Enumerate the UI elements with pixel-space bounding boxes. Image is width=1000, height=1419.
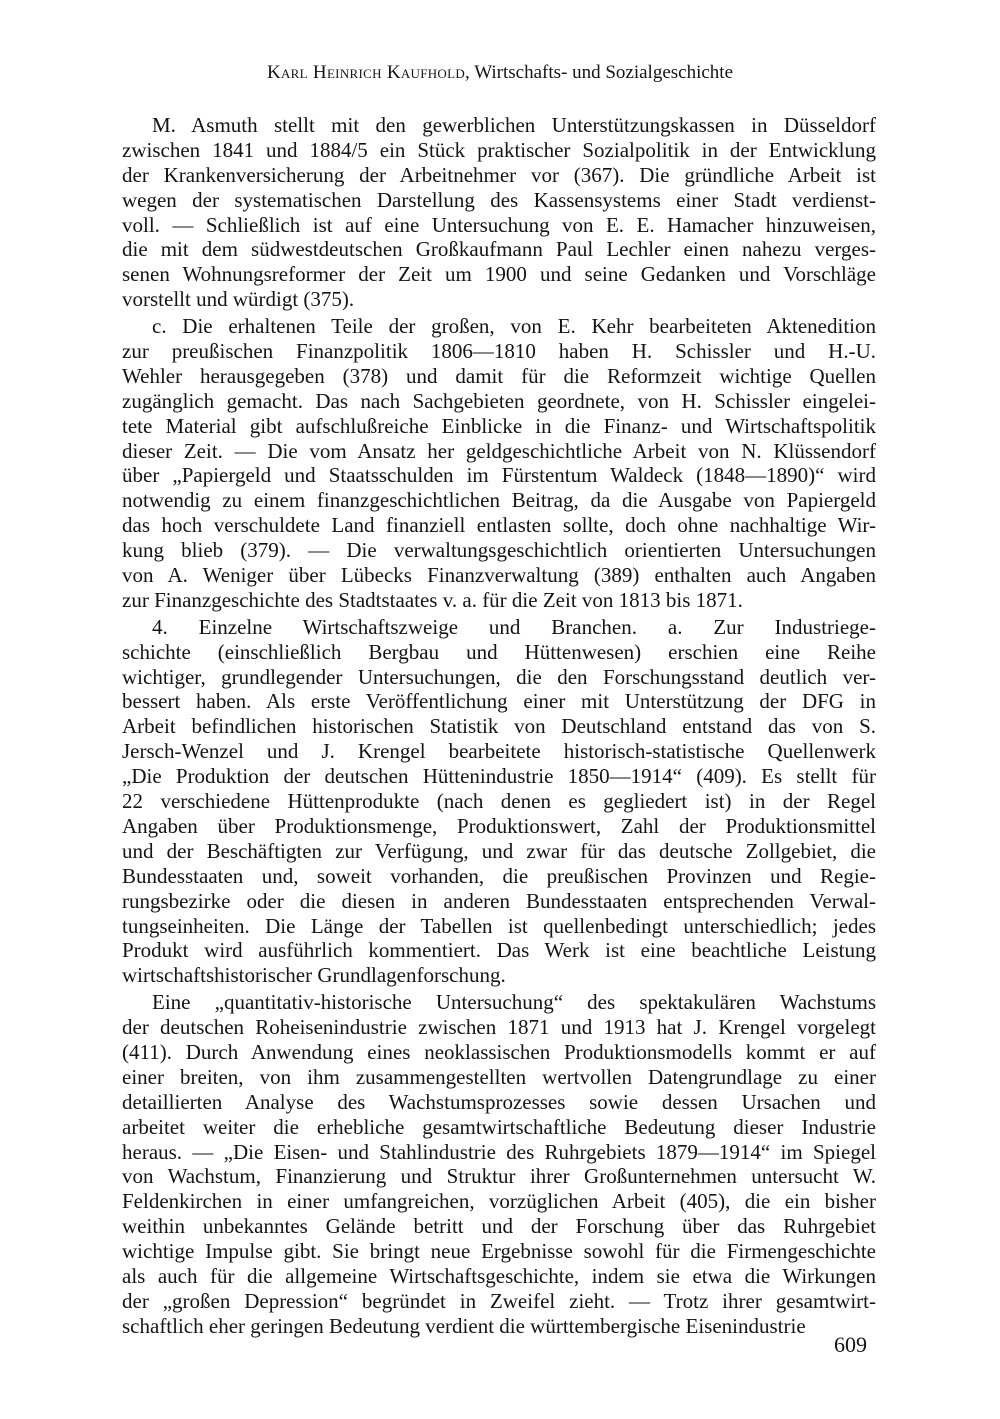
text-line: (411). Durch Anwendung eines neoklassischen Produktionsmodells kommt er auf — [122, 1039, 876, 1064]
text-line: rungsbezirke oder die diesen in anderen Bundesstaaten entsprechenden Verwal- — [122, 888, 876, 913]
text-line: Angaben über Produktionsmenge, Produktionswert, Zahl der Produktionsmittel — [122, 813, 876, 838]
text-line: zur Finanzgeschichte des Stadtstaates v. a. für die Zeit von 1813 bis 1871. — [122, 587, 743, 612]
text-line: von Wachstum, Finanzierung und Struktur ihrer Großunternehmen untersucht W. — [122, 1164, 876, 1189]
text-line: tete Material gibt aufschlußreiche Einblicke in die Finanz- und Wirtschaftspolitik — [122, 413, 876, 438]
text-line: Jersch-Wenzel und J. Krengel bearbeitete historisch-statistische Quellenwerk — [122, 739, 876, 764]
text-line: die mit dem südwestdeutschen Großkaufmann Paul Lechler einen nahezu verges- — [122, 237, 876, 262]
text-line: arbeitet weiter die erhebliche gesamtwirtschaftliche Bedeutung dieser Industrie — [122, 1114, 876, 1139]
text-line: wirtschaftshistorischer Grundlagenforschung. — [122, 963, 506, 988]
text-line: kung blieb (379). — Die verwaltungsgeschichtlich orientierten Untersuchungen — [122, 538, 876, 563]
text-line: Feldenkirchen in einer umfangreichen, vorzüglichen Arbeit (405), die ein bisher — [122, 1189, 876, 1214]
text-line: als auch für die allgemeine Wirtschaftsgeschichte, indem sie etwa die Wirkungen — [122, 1263, 876, 1288]
text-line: von A. Weniger über Lübecks Finanzverwaltung (389) enthalten auch Angaben — [122, 563, 876, 588]
text-line: der Krankenversicherung der Arbeitnehmer vor (367). Die gründliche Arbeit ist — [122, 162, 876, 187]
text-line: und der Beschäftigten zur Verfügung, und zwar für das deutsche Zollgebiet, die — [122, 838, 876, 863]
text-line: dieser Zeit. — Die vom Ansatz her geldgeschichtliche Arbeit von N. Klüssendorf — [122, 438, 876, 463]
text-line: wegen der systematischen Darstellung des Kassensystems einer Stadt verdienst- — [122, 187, 876, 212]
text-line: schichte (einschließlich Bergbau und Hüttenwesen) erschien eine Reihe — [122, 639, 876, 664]
text-line: 4. Einzelne Wirtschaftszweige und Branchen. a. Zur Industriege- — [152, 614, 876, 639]
text-line: heraus. — „Die Eisen- und Stahlindustrie des Ruhrgebiets 1879—1914“ im Spiegel — [122, 1139, 876, 1164]
text-line: „Die Produktion der deutschen Hüttenindustrie 1850—1914“ (409). Es stellt für — [122, 764, 876, 789]
text-line: detaillierten Analyse des Wachstumsprozesses sowie dessen Ursachen und — [122, 1089, 876, 1114]
text-line: wichtiger, grundlegender Untersuchungen, die den Forschungsstand deutlich ver- — [122, 664, 876, 689]
paragraph — [122, 314, 876, 613]
text-line: c. Die erhaltenen Teile der großen, von E. Kehr bearbeiteten Aktenedition — [152, 314, 876, 339]
text-line: Eine „quantitativ-historische Untersuchung“ des spektakulären Wachstums — [152, 990, 876, 1015]
paragraph — [122, 615, 876, 988]
text-line: wichtige Impulse gibt. Sie bringt neue Ergebnisse sowohl für die Firmengeschichte — [122, 1239, 876, 1264]
text-line: der „großen Depression“ begründet in Zweifel zieht. — Trotz ihrer gesamtwirt- — [122, 1288, 876, 1313]
paragraph — [122, 113, 876, 312]
text-line: M. Asmuth stellt mit den gewerblichen Unterstützungskassen in Düsseldorf — [152, 113, 876, 137]
text-line: einer breiten, von ihm zusammengestellten wertvollen Datengrundlage zu einer — [122, 1064, 876, 1089]
text-line: weithin unbekanntes Gelände betritt und der Forschung über das Ruhrgebiet — [122, 1214, 876, 1239]
text-line: Produkt wird ausführlich kommentiert. Das Werk ist eine beachtliche Leistung — [122, 938, 876, 963]
running-header — [120, 61, 880, 85]
header-title: , Wirtschafts- und Sozialgeschichte — [465, 62, 734, 83]
text-line: Arbeit befindlichen historischen Statistik von Deutschland entstand das von S. — [122, 714, 876, 739]
text-line: bessert haben. Als erste Veröffentlichung einer mit Unterstützung der DFG in — [122, 689, 876, 714]
text-line: zwischen 1841 und 1884/5 ein Stück praktischer Sozialpolitik in der Entwicklung — [122, 137, 876, 162]
text-line: schaftlich eher geringen Bedeutung verdient die württembergische Eisenindustrie — [122, 1313, 806, 1338]
text-line: zugänglich gemacht. Das nach Sachgebieten geordnete, von H. Schissler eingelei- — [122, 388, 876, 413]
page-number: 609 — [834, 1332, 867, 1357]
text-line: der deutschen Roheisenindustrie zwischen 1871 und 1913 hat J. Krengel vorgelegt — [122, 1015, 876, 1040]
text-line: über „Papiergeld und Staatsschulden im Fürstentum Waldeck (1848—1890)“ wird — [122, 463, 876, 488]
text-line: vorstellt und würdigt (375). — [122, 287, 355, 312]
text-line: senen Wohnungsreformer der Zeit um 1900 und seine Gedanken und Vorschläge — [122, 262, 876, 287]
text-line: 22 verschiedene Hüttenprodukte (nach denen es gegliedert ist) in der Regel — [122, 789, 876, 814]
body-text — [122, 113, 876, 1339]
header-author: Karl Heinrich Kaufhold — [266, 62, 466, 83]
text-line: zur preußischen Finanzpolitik 1806—1810 haben H. Schissler und H.-U. — [122, 339, 876, 364]
text-line: Bundesstaaten und, soweit vorhanden, die preußischen Provinzen und Regie- — [122, 863, 876, 888]
text-line: notwendig zu einem finanzgeschichtlichen Beitrag, da die Ausgabe von Papiergeld — [122, 488, 876, 513]
paragraph — [122, 990, 876, 1338]
text-line: Wehler herausgegeben (378) und damit für die Reformzeit wichtige Quellen — [122, 363, 876, 388]
text-line: das hoch verschuldete Land finanziell entlasten sollte, doch ohne nachhaltige Wir- — [122, 513, 876, 538]
text-line: voll. — Schließlich ist auf eine Untersuchung von E. E. Hamacher hinzuweisen, — [122, 212, 876, 237]
text-line: tungseinheiten. Die Länge der Tabellen ist quellenbedingt unterschiedlich; jedes — [122, 913, 876, 938]
